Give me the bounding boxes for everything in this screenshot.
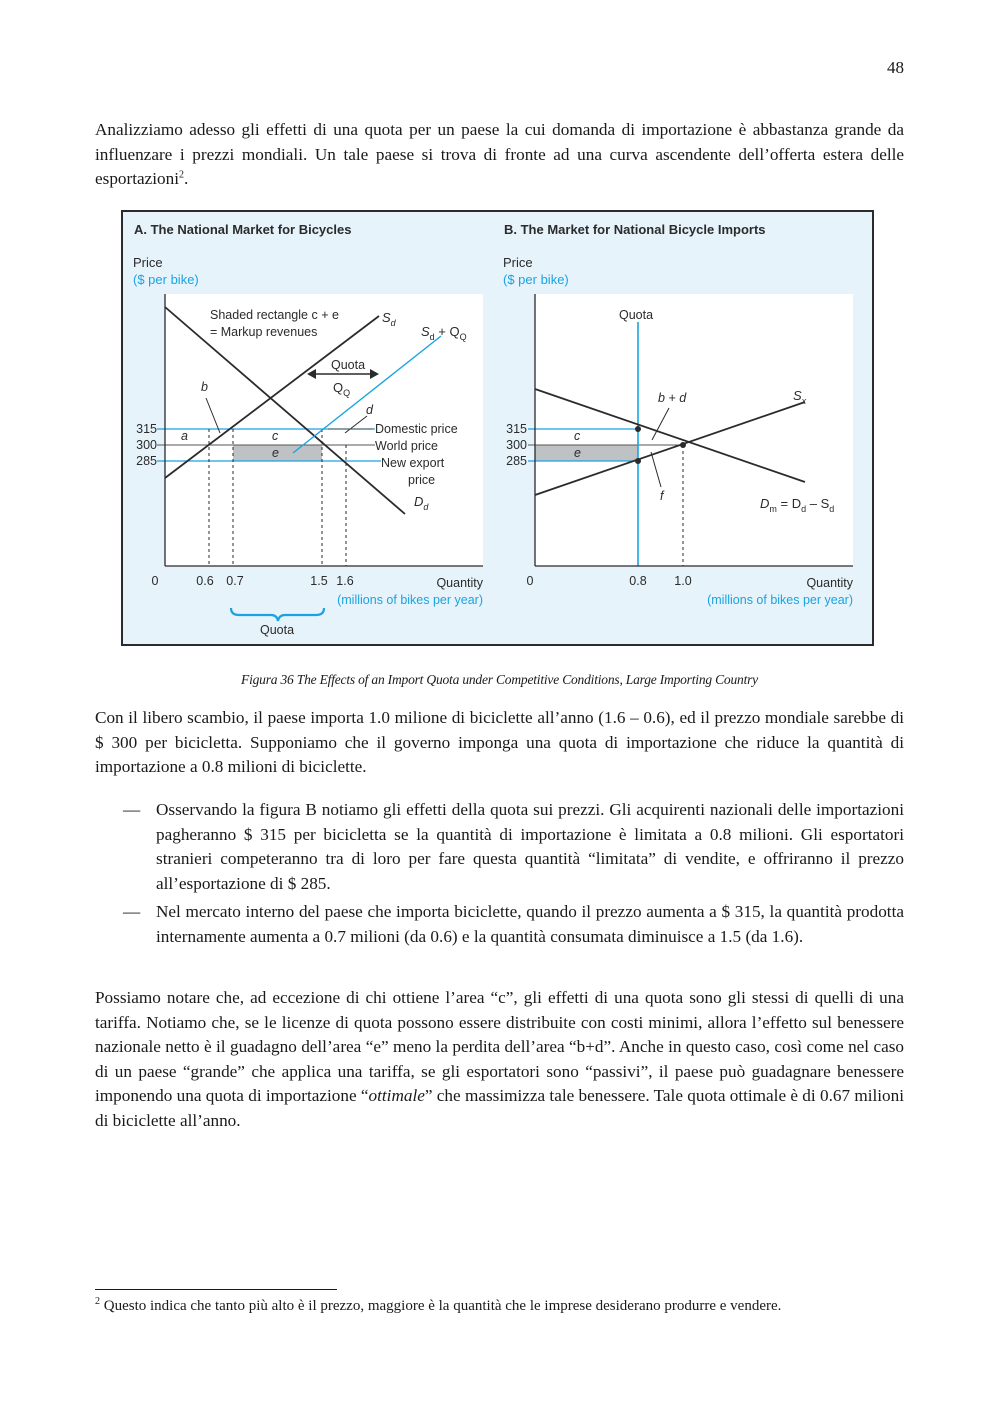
panel-a-ylabel: Price xyxy=(133,255,163,270)
panel-a-xtick-0-6: 0.6 xyxy=(196,574,214,588)
label-qq: $Q_Q$ xyxy=(333,380,351,398)
panel-a-ytick-285: 285 xyxy=(136,454,157,468)
paragraph-conclusion-italic: ottimale xyxy=(368,1086,425,1105)
panel-b-label-e: e xyxy=(574,446,581,460)
label-area-d: d xyxy=(366,403,373,417)
quota-bracket-label: Quota xyxy=(259,623,295,637)
panel-b-ytick-285: 285 xyxy=(506,454,527,468)
panel-a-yunit: ($ per bike) xyxy=(133,272,199,287)
footnote-divider xyxy=(95,1289,337,1290)
area-e-b xyxy=(535,445,638,461)
panel-b-title: B. The Market for National Bicycle Imports xyxy=(504,222,766,237)
panel-b-label-quota: Quota xyxy=(619,308,654,322)
paragraph-conclusion-before: Possiamo notare che, ad eccezione di chi ottiene l’area “c”, gli effetti di una quota sono gli stessi di quelli di una tariffa. Notiamo che, se le licenze di quota possono essere distribuite con costi minimi, allora l’effetto sul benessere nazionale netto è il guadagno dell’area “e” meno la perdita dell’area “b+d”. Anche in questo caso, così come nel caso di un paese “grande” che applica una tariffa, se gli esportatori sono “passivi”, il paese può guadagnare benessere imponendo una quota di importazione “ xyxy=(95,988,904,1105)
bullet-item xyxy=(95,900,904,949)
panel-a-xunit: (millions of bikes per year) xyxy=(337,593,483,607)
panel-a-ytick-300: 300 xyxy=(136,438,157,452)
label-domestic-price: Domestic price xyxy=(375,422,458,436)
footnote-reference[interactable]: 2 xyxy=(179,169,184,181)
bullet-text: Osservando la figura B notiamo gli effetti della quota sui prezzi. Gli acquirenti nazionali delle importazioni pagheranno $ 315 per bicicletta se la quantità di importazione è limitata a 0.8 milioni. Gli esportatori stranieri competeranno tra di loro per fare questa quantità “limitata” di vendite, e offriranno il prezzo all’esportazione di $ 285. xyxy=(156,800,904,893)
label-area-c: c xyxy=(272,429,279,443)
panel-a-title: A. The National Market for Bicycles xyxy=(134,222,352,237)
panel-b-ytick-315: 315 xyxy=(506,422,527,436)
figure-caption: Figura 36 The Effects of an Import Quota under Competitive Conditions, Large Importing Country xyxy=(241,672,758,687)
panel-b-xunit: (millions of bikes per year) xyxy=(707,593,853,607)
panel-a-xtick-1-5: 1.5 xyxy=(310,574,328,588)
bullet-dash: — xyxy=(123,902,141,921)
point-quota-315 xyxy=(635,426,641,432)
panel-a-xtick-0-7: 0.7 xyxy=(226,574,244,588)
label-world-price: World price xyxy=(375,439,438,453)
bullet-list xyxy=(95,798,904,953)
label-new-export-1: New export xyxy=(381,456,445,470)
label-sx: $S_x$ xyxy=(793,388,807,406)
point-quota-285 xyxy=(635,458,641,464)
paragraph-intro-text: Analizziamo adesso gli effetti di una quota per un paese la cui domanda di importazione è abbastanza grande da influenzare i prezzi mondiali. Un tale paese si trova di fronte ad una curva ascendente dell’offerta estera delle esportazioni xyxy=(95,120,904,188)
label-area-e: e xyxy=(272,446,279,460)
bullet-item xyxy=(95,798,904,896)
label-area-f: f xyxy=(660,489,664,503)
panel-b-xtick-0: 0 xyxy=(526,574,534,588)
panel-b-label-c: c xyxy=(574,429,581,443)
shaded-note-line-1: Shaded rectangle c + e xyxy=(210,308,339,322)
label-new-export-2: price xyxy=(408,473,436,487)
footnote-mark: 2 xyxy=(95,1296,100,1307)
panel-b-ylabel: Price xyxy=(503,255,533,270)
panel-b-xtick-0-8: 0.8 xyxy=(629,574,647,588)
paragraph-conclusion xyxy=(95,986,904,1133)
footnote-text: Questo indica che tanto più alto è il prezzo, maggiore è la quantità che le imprese desiderano produrre e vendere. xyxy=(100,1298,782,1314)
paragraph-intro-end: . xyxy=(184,169,189,188)
label-dm: $D_m = D_d - S_d$ xyxy=(760,496,835,514)
label-dd: $D_d$ xyxy=(414,494,429,512)
panel-a-xlabel: Quantity xyxy=(436,576,483,590)
quota-bracket xyxy=(231,608,324,621)
bullet-text: Nel mercato interno del paese che importa biciclette, quando il prezzo aumenta a $ 315, la quantità prodotta internamente aumenta a 0.7 milioni (da 0.6) e la quantità consumata diminuisce a 1.5 (da 1.6). xyxy=(156,902,904,946)
panel-b-xtick-1-0: 1.0 xyxy=(674,574,692,588)
label-sd: $S_d$ xyxy=(382,310,396,328)
figure-import-quota xyxy=(121,210,874,646)
footnote xyxy=(95,1298,781,1315)
panel-b-ytick-300: 300 xyxy=(506,438,527,452)
label-b-plus-d: b + d xyxy=(658,391,687,405)
bullet-dash: — xyxy=(123,800,141,819)
figure-svg xyxy=(123,212,876,648)
panel-b-xlabel: Quantity xyxy=(806,576,853,590)
label-area-b: b xyxy=(201,380,208,394)
label-sd-plus-q: $S_d + Q_Q$ xyxy=(421,324,467,342)
paragraph-conclusion-after: ” che massimizza tale benessere. Tale quota ottimale è di 0.67 milioni di biciclette all’anno. xyxy=(95,1086,905,1130)
panel-a-xtick-0: 0 xyxy=(151,574,159,588)
panel-b-yunit: ($ per bike) xyxy=(503,272,569,287)
shaded-note-line-2: = Markup revenues xyxy=(210,325,318,339)
area-c-b xyxy=(535,429,638,445)
panel-a-ytick-315: 315 xyxy=(136,422,157,436)
page-number: 48 xyxy=(887,58,904,77)
paragraph-intro xyxy=(95,118,904,192)
panel-a-xtick-1-6: 1.6 xyxy=(336,574,354,588)
point-free-trade xyxy=(680,442,686,448)
paragraph-free-trade: Con il libero scambio, il paese importa 1.0 milione di biciclette all’anno (1.6 – 0.6), ed il prezzo mondiale sarebbe di $ 300 per bicicletta. Supponiamo che il governo imponga una quota di importazione che riduce la quantità di importazione a 0.8 milioni di biciclette. xyxy=(95,708,904,776)
label-quota-arrow: Quota xyxy=(331,358,366,372)
label-area-a: a xyxy=(181,429,188,443)
